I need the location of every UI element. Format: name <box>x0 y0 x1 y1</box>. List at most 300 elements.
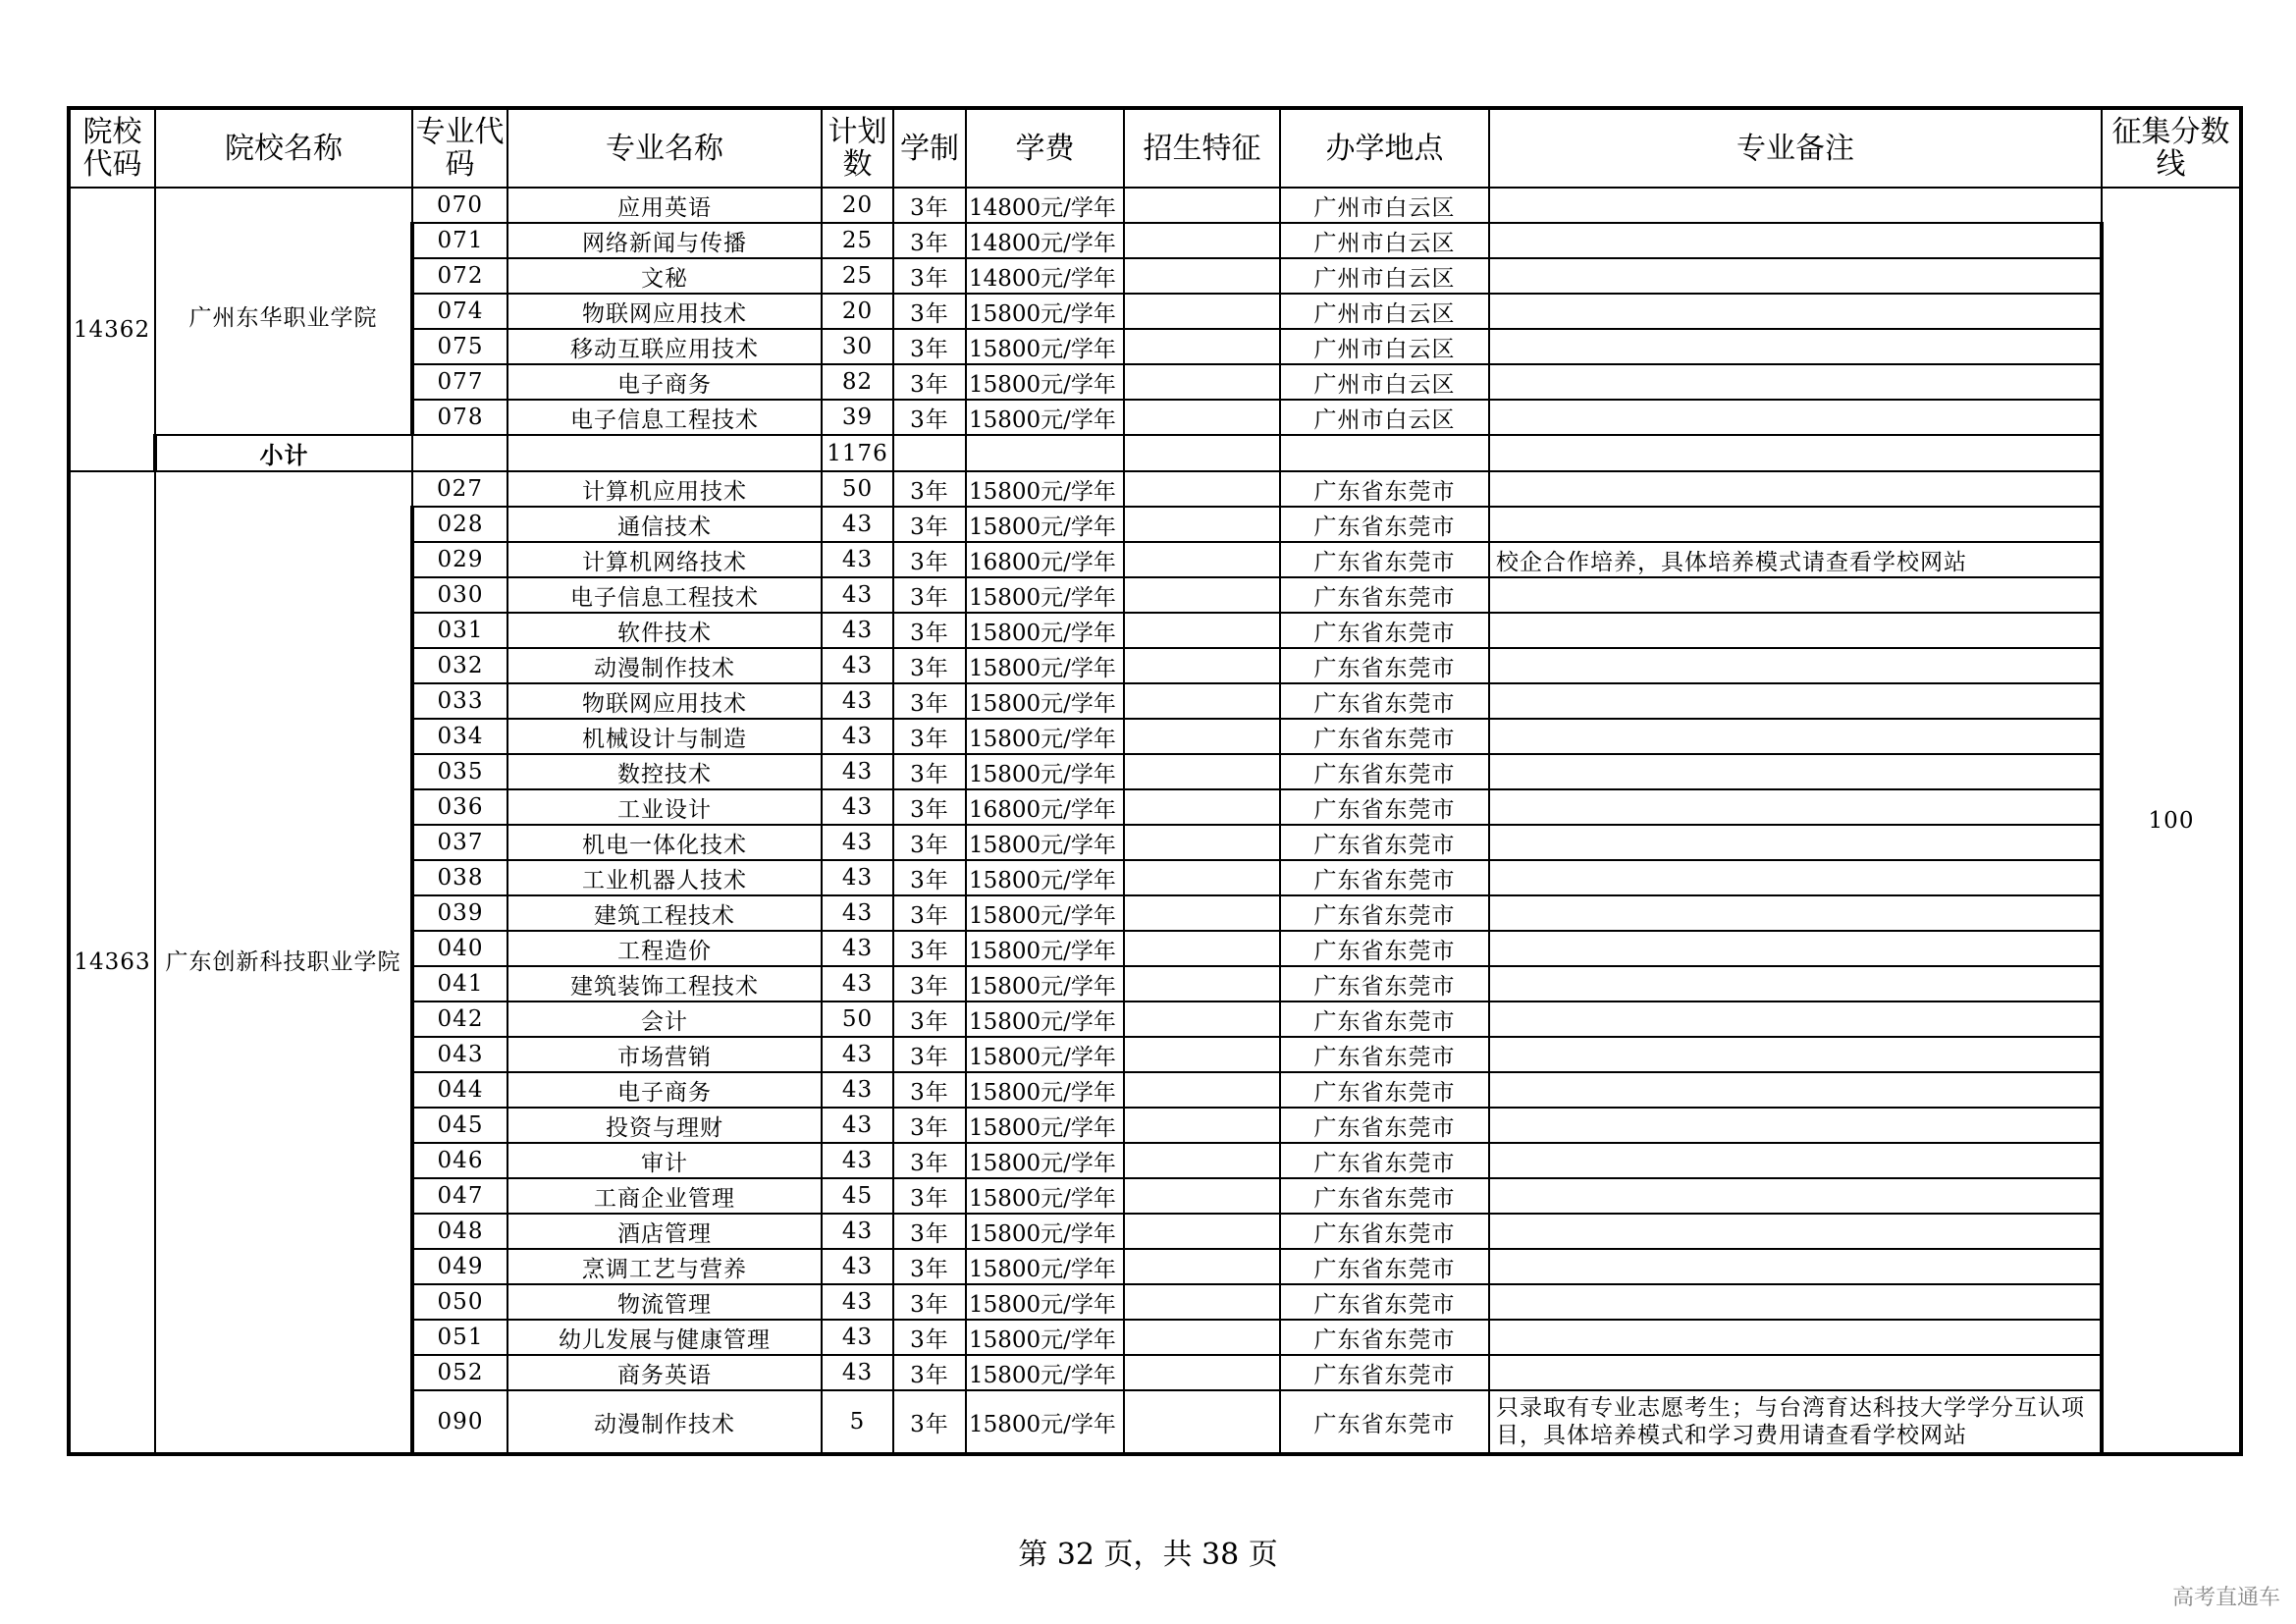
fee-cell: 15800元/学年 <box>966 1143 1124 1178</box>
header-plan: 计划数 <box>822 108 893 188</box>
location-cell: 广东省东莞市 <box>1280 1178 1489 1214</box>
header-major-code: 专业代码 <box>412 108 507 188</box>
major-code-cell: 035 <box>412 754 507 789</box>
major-name-cell: 审计 <box>507 1143 822 1178</box>
major-name-cell: 应用英语 <box>507 188 822 223</box>
fee-cell: 15800元/学年 <box>966 895 1124 931</box>
duration-cell: 3年 <box>893 825 966 860</box>
major-code-cell: 027 <box>412 471 507 507</box>
fee-cell: 15800元/学年 <box>966 329 1124 364</box>
major-code-cell: 090 <box>412 1390 507 1454</box>
major-code-cell: 047 <box>412 1178 507 1214</box>
duration-cell: 3年 <box>893 1143 966 1178</box>
plan-cell: 43 <box>822 1072 893 1108</box>
duration-cell: 3年 <box>893 754 966 789</box>
location-cell: 广东省东莞市 <box>1280 683 1489 719</box>
feature-cell <box>1124 1214 1280 1249</box>
location-cell: 广东省东莞市 <box>1280 648 1489 683</box>
remark-cell <box>1489 1284 2102 1320</box>
major-name-cell: 动漫制作技术 <box>507 648 822 683</box>
fee-cell: 15800元/学年 <box>966 294 1124 329</box>
duration-cell: 3年 <box>893 1214 966 1249</box>
plan-cell: 43 <box>822 1214 893 1249</box>
plan-cell: 43 <box>822 648 893 683</box>
plan-cell: 43 <box>822 966 893 1001</box>
location-cell: 广东省东莞市 <box>1280 1072 1489 1108</box>
major-name-cell: 电子商务 <box>507 1072 822 1108</box>
duration-cell: 3年 <box>893 400 966 435</box>
feature-cell <box>1124 1037 1280 1072</box>
admission-table <box>67 106 2243 1456</box>
plan-cell: 50 <box>822 1001 893 1037</box>
major-code-cell: 032 <box>412 648 507 683</box>
fee-cell: 14800元/学年 <box>966 223 1124 258</box>
major-code-cell: 043 <box>412 1037 507 1072</box>
feature-cell <box>1124 931 1280 966</box>
duration-cell: 3年 <box>893 1284 966 1320</box>
remark-cell <box>1489 1001 2102 1037</box>
duration-cell: 3年 <box>893 860 966 895</box>
remark-cell <box>1489 613 2102 648</box>
major-code-cell: 071 <box>412 223 507 258</box>
plan-cell: 43 <box>822 507 893 542</box>
remark-cell <box>1489 577 2102 613</box>
plan-cell: 45 <box>822 1178 893 1214</box>
feature-cell <box>1124 258 1280 294</box>
duration-cell: 3年 <box>893 789 966 825</box>
fee-cell: 15800元/学年 <box>966 860 1124 895</box>
major-code-cell: 037 <box>412 825 507 860</box>
feature-cell <box>1124 1355 1280 1390</box>
major-name-cell: 投资与理财 <box>507 1108 822 1143</box>
duration-cell: 3年 <box>893 895 966 931</box>
major-name-cell: 工业机器人技术 <box>507 860 822 895</box>
duration-cell: 3年 <box>893 542 966 577</box>
fee-cell: 15800元/学年 <box>966 754 1124 789</box>
feature-cell <box>1124 471 1280 507</box>
plan-cell: 43 <box>822 789 893 825</box>
plan-cell: 43 <box>822 719 893 754</box>
feature-cell <box>1124 1390 1280 1454</box>
plan-cell: 43 <box>822 860 893 895</box>
remark-cell <box>1489 825 2102 860</box>
location-cell: 广东省东莞市 <box>1280 1037 1489 1072</box>
major-code-cell: 042 <box>412 1001 507 1037</box>
feature-cell <box>1124 1178 1280 1214</box>
feature-cell <box>1124 1072 1280 1108</box>
fee-cell: 15800元/学年 <box>966 400 1124 435</box>
plan-cell: 25 <box>822 223 893 258</box>
duration-cell: 3年 <box>893 1178 966 1214</box>
subtotal-location <box>1280 435 1489 471</box>
major-name-cell: 市场营销 <box>507 1037 822 1072</box>
fee-cell: 16800元/学年 <box>966 542 1124 577</box>
location-cell: 广州市白云区 <box>1280 258 1489 294</box>
feature-cell <box>1124 683 1280 719</box>
remark-cell <box>1489 754 2102 789</box>
plan-cell: 43 <box>822 754 893 789</box>
remark-cell <box>1489 188 2102 223</box>
remark-cell <box>1489 966 2102 1001</box>
location-cell: 广东省东莞市 <box>1280 719 1489 754</box>
fee-cell: 15800元/学年 <box>966 966 1124 1001</box>
fee-cell: 16800元/学年 <box>966 789 1124 825</box>
feature-cell <box>1124 1284 1280 1320</box>
remark-cell: 只录取有专业志愿考生；与台湾育达科技大学学分互认项目，具体培养模式和学习费用请查看学校网站 <box>1489 1390 2102 1454</box>
watermark-text: 高考直通车 <box>2171 1586 2280 1610</box>
major-code-cell: 051 <box>412 1320 507 1355</box>
feature-cell <box>1124 789 1280 825</box>
plan-cell: 43 <box>822 1108 893 1143</box>
duration-cell: 3年 <box>893 471 966 507</box>
location-cell: 广东省东莞市 <box>1280 754 1489 789</box>
remark-cell <box>1489 1249 2102 1284</box>
feature-cell <box>1124 648 1280 683</box>
major-name-cell: 机电一体化技术 <box>507 825 822 860</box>
table-row <box>69 188 2241 223</box>
major-code-cell: 040 <box>412 931 507 966</box>
major-code-cell: 039 <box>412 895 507 931</box>
major-code-cell: 038 <box>412 860 507 895</box>
duration-cell: 3年 <box>893 719 966 754</box>
major-code-cell: 072 <box>412 258 507 294</box>
major-name-cell: 数控技术 <box>507 754 822 789</box>
duration-cell: 3年 <box>893 188 966 223</box>
major-name-cell: 文秘 <box>507 258 822 294</box>
major-code-cell: 048 <box>412 1214 507 1249</box>
major-name-cell: 电子商务 <box>507 364 822 400</box>
location-cell: 广东省东莞市 <box>1280 825 1489 860</box>
plan-cell: 25 <box>822 258 893 294</box>
fee-cell: 15800元/学年 <box>966 1108 1124 1143</box>
major-code-cell: 045 <box>412 1108 507 1143</box>
fee-cell: 15800元/学年 <box>966 1214 1124 1249</box>
feature-cell <box>1124 542 1280 577</box>
remark-cell: 校企合作培养，具体培养模式请查看学校网站 <box>1489 542 2102 577</box>
major-code-cell: 077 <box>412 364 507 400</box>
fee-cell: 15800元/学年 <box>966 1001 1124 1037</box>
subtotal-fee <box>966 435 1124 471</box>
fee-cell: 15800元/学年 <box>966 471 1124 507</box>
plan-cell: 20 <box>822 188 893 223</box>
plan-cell: 43 <box>822 1284 893 1320</box>
major-name-cell: 烹调工艺与营养 <box>507 1249 822 1284</box>
duration-cell: 3年 <box>893 1355 966 1390</box>
location-cell: 广东省东莞市 <box>1280 507 1489 542</box>
fee-cell: 15800元/学年 <box>966 1072 1124 1108</box>
feature-cell <box>1124 577 1280 613</box>
fee-cell: 15800元/学年 <box>966 1178 1124 1214</box>
remark-cell <box>1489 329 2102 364</box>
subtotal-remark <box>1489 435 2102 471</box>
header-row <box>69 108 2241 188</box>
duration-cell: 3年 <box>893 1249 966 1284</box>
fee-cell: 15800元/学年 <box>966 1284 1124 1320</box>
major-name-cell: 酒店管理 <box>507 1214 822 1249</box>
feature-cell <box>1124 719 1280 754</box>
location-cell: 广东省东莞市 <box>1280 613 1489 648</box>
fee-cell: 15800元/学年 <box>966 931 1124 966</box>
major-name-cell: 幼儿发展与健康管理 <box>507 1320 822 1355</box>
fee-cell: 15800元/学年 <box>966 1320 1124 1355</box>
feature-cell <box>1124 1320 1280 1355</box>
fee-cell: 15800元/学年 <box>966 648 1124 683</box>
location-cell: 广州市白云区 <box>1280 329 1489 364</box>
plan-cell: 43 <box>822 1143 893 1178</box>
location-cell: 广州市白云区 <box>1280 294 1489 329</box>
major-code-cell: 070 <box>412 188 507 223</box>
plan-cell: 43 <box>822 542 893 577</box>
cutoff-score-cell: 100 <box>2102 188 2241 1454</box>
remark-cell <box>1489 719 2102 754</box>
header-major-name: 专业名称 <box>507 108 822 188</box>
subtotal-row <box>69 435 2241 471</box>
major-code-cell: 031 <box>412 613 507 648</box>
feature-cell <box>1124 825 1280 860</box>
header-remark: 专业备注 <box>1489 108 2102 188</box>
remark-cell <box>1489 683 2102 719</box>
remark-cell <box>1489 364 2102 400</box>
feature-cell <box>1124 1001 1280 1037</box>
major-code-cell: 028 <box>412 507 507 542</box>
plan-cell: 43 <box>822 683 893 719</box>
feature-cell <box>1124 223 1280 258</box>
location-cell: 广州市白云区 <box>1280 364 1489 400</box>
feature-cell <box>1124 364 1280 400</box>
remark-cell <box>1489 1037 2102 1072</box>
major-name-cell: 工业设计 <box>507 789 822 825</box>
header-duration: 学制 <box>893 108 966 188</box>
plan-cell: 43 <box>822 1355 893 1390</box>
major-name-cell: 商务英语 <box>507 1355 822 1390</box>
location-cell: 广东省东莞市 <box>1280 1390 1489 1454</box>
remark-cell <box>1489 471 2102 507</box>
fee-cell: 15800元/学年 <box>966 613 1124 648</box>
duration-cell: 3年 <box>893 258 966 294</box>
location-cell: 广东省东莞市 <box>1280 577 1489 613</box>
header-school-code: 院校代码 <box>69 108 155 188</box>
fee-cell: 15800元/学年 <box>966 1249 1124 1284</box>
feature-cell <box>1124 400 1280 435</box>
major-code-cell: 050 <box>412 1284 507 1320</box>
header-location: 办学地点 <box>1280 108 1489 188</box>
page-number: 第 32 页，共 38 页 <box>1018 1538 1278 1572</box>
remark-cell <box>1489 895 2102 931</box>
fee-cell: 15800元/学年 <box>966 719 1124 754</box>
major-code-cell: 075 <box>412 329 507 364</box>
duration-cell: 3年 <box>893 648 966 683</box>
major-code-cell: 044 <box>412 1072 507 1108</box>
major-name-cell: 会计 <box>507 1001 822 1037</box>
school-name-cell: 广东创新科技职业学院 <box>155 471 412 1454</box>
duration-cell: 3年 <box>893 577 966 613</box>
major-code-cell: 046 <box>412 1143 507 1178</box>
location-cell: 广东省东莞市 <box>1280 1249 1489 1284</box>
fee-cell: 15800元/学年 <box>966 825 1124 860</box>
feature-cell <box>1124 860 1280 895</box>
duration-cell: 3年 <box>893 1072 966 1108</box>
location-cell: 广东省东莞市 <box>1280 966 1489 1001</box>
remark-cell <box>1489 1072 2102 1108</box>
major-name-cell: 计算机网络技术 <box>507 542 822 577</box>
duration-cell: 3年 <box>893 1001 966 1037</box>
fee-cell: 15800元/学年 <box>966 507 1124 542</box>
remark-cell <box>1489 258 2102 294</box>
fee-cell: 15800元/学年 <box>966 683 1124 719</box>
plan-cell: 50 <box>822 471 893 507</box>
fee-cell: 14800元/学年 <box>966 258 1124 294</box>
location-cell: 广东省东莞市 <box>1280 931 1489 966</box>
major-code-cell: 033 <box>412 683 507 719</box>
duration-cell: 3年 <box>893 1108 966 1143</box>
school-code-cell: 14363 <box>69 471 155 1454</box>
major-name-cell: 物联网应用技术 <box>507 683 822 719</box>
location-cell: 广东省东莞市 <box>1280 1001 1489 1037</box>
location-cell: 广东省东莞市 <box>1280 860 1489 895</box>
remark-cell <box>1489 507 2102 542</box>
plan-cell: 43 <box>822 931 893 966</box>
location-cell: 广州市白云区 <box>1280 188 1489 223</box>
feature-cell <box>1124 895 1280 931</box>
remark-cell <box>1489 1214 2102 1249</box>
admission-table-container <box>67 106 2239 1456</box>
location-cell: 广东省东莞市 <box>1280 1284 1489 1320</box>
table-body <box>69 188 2241 1454</box>
major-name-cell: 计算机应用技术 <box>507 471 822 507</box>
major-name-cell: 物流管理 <box>507 1284 822 1320</box>
remark-cell <box>1489 931 2102 966</box>
major-name-cell: 通信技术 <box>507 507 822 542</box>
major-code-cell: 041 <box>412 966 507 1001</box>
major-name-cell: 工商企业管理 <box>507 1178 822 1214</box>
remark-cell <box>1489 1178 2102 1214</box>
feature-cell <box>1124 507 1280 542</box>
duration-cell: 3年 <box>893 364 966 400</box>
major-name-cell: 动漫制作技术 <box>507 1390 822 1454</box>
feature-cell <box>1124 613 1280 648</box>
plan-cell: 43 <box>822 825 893 860</box>
remark-cell <box>1489 400 2102 435</box>
feature-cell <box>1124 754 1280 789</box>
location-cell: 广东省东莞市 <box>1280 895 1489 931</box>
plan-cell: 20 <box>822 294 893 329</box>
major-name-cell: 软件技术 <box>507 613 822 648</box>
header-cutoff: 征集分数线 <box>2102 108 2241 188</box>
school-code-cell: 14362 <box>69 188 155 471</box>
duration-cell: 3年 <box>893 683 966 719</box>
subtotal-feature <box>1124 435 1280 471</box>
subtotal-label: 小计 <box>155 435 412 471</box>
plan-cell: 43 <box>822 1037 893 1072</box>
duration-cell: 3年 <box>893 223 966 258</box>
fee-cell: 15800元/学年 <box>966 1355 1124 1390</box>
location-cell: 广东省东莞市 <box>1280 1355 1489 1390</box>
table-row <box>69 471 2241 507</box>
remark-cell <box>1489 1143 2102 1178</box>
remark-cell <box>1489 1355 2102 1390</box>
plan-cell: 5 <box>822 1390 893 1454</box>
plan-cell: 43 <box>822 1320 893 1355</box>
major-code-cell: 029 <box>412 542 507 577</box>
location-cell: 广东省东莞市 <box>1280 1108 1489 1143</box>
major-code-cell: 049 <box>412 1249 507 1284</box>
location-cell: 广东省东莞市 <box>1280 542 1489 577</box>
subtotal-major-name <box>507 435 822 471</box>
major-name-cell: 物联网应用技术 <box>507 294 822 329</box>
plan-cell: 30 <box>822 329 893 364</box>
duration-cell: 3年 <box>893 613 966 648</box>
fee-cell: 15800元/学年 <box>966 364 1124 400</box>
major-name-cell: 机械设计与制造 <box>507 719 822 754</box>
major-name-cell: 网络新闻与传播 <box>507 223 822 258</box>
plan-cell: 82 <box>822 364 893 400</box>
major-name-cell: 工程造价 <box>507 931 822 966</box>
fee-cell: 15800元/学年 <box>966 1390 1124 1454</box>
duration-cell: 3年 <box>893 507 966 542</box>
major-code-cell: 074 <box>412 294 507 329</box>
major-code-cell: 030 <box>412 577 507 613</box>
remark-cell <box>1489 1108 2102 1143</box>
feature-cell <box>1124 1249 1280 1284</box>
feature-cell <box>1124 294 1280 329</box>
header-school-name: 院校名称 <box>155 108 412 188</box>
subtotal-duration <box>893 435 966 471</box>
subtotal-value: 1176 <box>822 435 893 471</box>
location-cell: 广东省东莞市 <box>1280 1214 1489 1249</box>
feature-cell <box>1124 329 1280 364</box>
fee-cell: 15800元/学年 <box>966 577 1124 613</box>
plan-cell: 39 <box>822 400 893 435</box>
major-name-cell: 建筑装饰工程技术 <box>507 966 822 1001</box>
major-code-cell: 034 <box>412 719 507 754</box>
header-feature: 招生特征 <box>1124 108 1280 188</box>
feature-cell <box>1124 1108 1280 1143</box>
feature-cell <box>1124 188 1280 223</box>
major-name-cell: 建筑工程技术 <box>507 895 822 931</box>
major-name-cell: 移动互联应用技术 <box>507 329 822 364</box>
plan-cell: 43 <box>822 1249 893 1284</box>
plan-cell: 43 <box>822 895 893 931</box>
location-cell: 广州市白云区 <box>1280 223 1489 258</box>
location-cell: 广东省东莞市 <box>1280 1320 1489 1355</box>
major-code-cell: 052 <box>412 1355 507 1390</box>
remark-cell <box>1489 1320 2102 1355</box>
plan-cell: 43 <box>822 613 893 648</box>
header-fee: 学费 <box>966 108 1124 188</box>
duration-cell: 3年 <box>893 1390 966 1454</box>
remark-cell <box>1489 789 2102 825</box>
plan-cell: 43 <box>822 577 893 613</box>
remark-cell <box>1489 294 2102 329</box>
location-cell: 广东省东莞市 <box>1280 471 1489 507</box>
location-cell: 广东省东莞市 <box>1280 789 1489 825</box>
duration-cell: 3年 <box>893 1037 966 1072</box>
major-code-cell: 036 <box>412 789 507 825</box>
duration-cell: 3年 <box>893 966 966 1001</box>
duration-cell: 3年 <box>893 1320 966 1355</box>
fee-cell: 15800元/学年 <box>966 1037 1124 1072</box>
remark-cell <box>1489 860 2102 895</box>
duration-cell: 3年 <box>893 931 966 966</box>
major-name-cell: 电子信息工程技术 <box>507 400 822 435</box>
school-name-cell: 广州东华职业学院 <box>155 188 412 435</box>
remark-cell <box>1489 648 2102 683</box>
location-cell: 广州市白云区 <box>1280 400 1489 435</box>
location-cell: 广东省东莞市 <box>1280 1143 1489 1178</box>
major-code-cell: 078 <box>412 400 507 435</box>
duration-cell: 3年 <box>893 329 966 364</box>
subtotal-major-code <box>412 435 507 471</box>
